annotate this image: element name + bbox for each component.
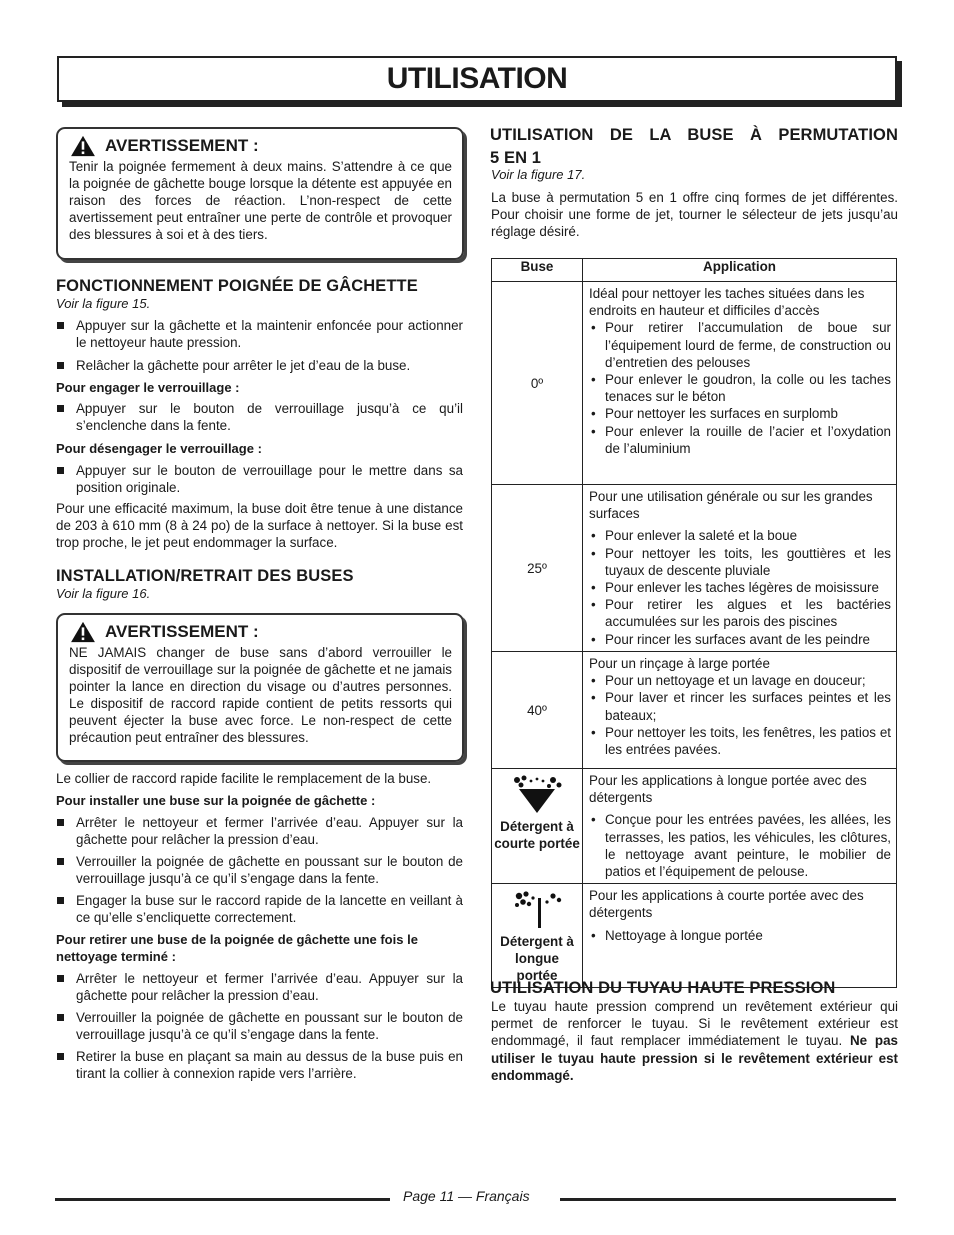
cell-intro: Idéal pour nettoyer les taches situées dans les endroits en hauteur et difficiles d’accès [589, 286, 865, 319]
warning-triangle-icon [69, 135, 97, 157]
list-item: Verrouiller la poignée de gâchette en poussant sur le bouton de verrouillage jusqu’à ce qu’il s’engage dans la fente. [56, 853, 463, 887]
table-row [492, 485, 897, 652]
warning-label: AVERTISSEMENT : [105, 136, 259, 155]
list-item: Appuyer sur la gâchette et la maintenir enfoncée pour actionner le nettoyeur haute pression. [56, 317, 463, 351]
list-item: • Conçue pour les entrées pavées, les allées, les terrasses, les patios, les véhicules, les clôtures, le nettoyage avant peinture, le mobilier de patios et l’équipement de pelouse. [589, 811, 891, 880]
table-cell-buse: 25º [492, 485, 583, 652]
list-item: • Pour nettoyer les toits, les gouttières et les tuyaux de descente pluviale [589, 545, 891, 579]
heading-line: UTILISATION DE LA BUSE À PERMUTATION [490, 126, 898, 144]
page-title: UTILISATION [386, 62, 568, 95]
paragraph: Le collier de raccord rapide facilite le remplacement de la buse. [56, 771, 432, 786]
list-item: • Pour laver et rincer les surfaces peintes et les bateaux; [589, 689, 891, 723]
paragraph: Pour une efficacité maximum, la buse doit être tenue à une distance de 203 à 610 mm (8 à 24 po) de la surface à nettoyer. Si la buse est trop proche, le jet peut endommager la surface. [56, 501, 463, 551]
table-row [492, 884, 897, 988]
list-item: • Pour enlever le goudron, la colle ou les taches tenaces sur le béton [589, 371, 891, 405]
table-row [492, 652, 897, 769]
table-cell-application [583, 282, 897, 485]
footer-rule-right [560, 1198, 896, 1201]
table-header: Buse [492, 259, 583, 282]
list-item: Arrêter le nettoyeur et fermer l’arrivée d’eau. Appuyer sur la gâchette pour relâcher la pression d’eau. [56, 970, 463, 1004]
subheading: Pour installer une buse sur la poignée de gâchette : [56, 793, 376, 808]
list-item: • Pour rincer les surfaces avant de les peindre [589, 631, 891, 648]
warning-box-nozzle [56, 613, 464, 762]
table-cell-application [583, 652, 897, 769]
cell-intro: Pour une utilisation générale ou sur les grandes surfaces [589, 489, 873, 522]
table-cell-buse [492, 884, 583, 988]
paragraph: La buse à permutation 5 en 1 offre cinq formes de jet différentes. Pour choisir une forme de jet, tourner le sélecteur de jets jusqu’au réglage désiré. [491, 190, 898, 240]
heading-5in1-nozzle [490, 124, 898, 170]
heading-high-pressure-hose: UTILISATION DU TUYAU HAUTE PRESSION [490, 979, 836, 997]
list-item: Retirer la buse en plaçant sa main au dessus de la buse puis en tirant la collier à connexion rapide vers l’arrière. [56, 1048, 463, 1082]
cell-intro: Pour les applications à courte portée avec des détergents [589, 888, 864, 921]
heading-nozzle-install: INSTALLATION/RETRAIT DES BUSES [56, 567, 354, 585]
list-item: Appuyer sur le bouton de verrouillage pour le mettre dans sa position originale. [56, 462, 463, 496]
subheading: Pour retirer une buse de la poignée de gâchette une fois le nettoyage terminé : [56, 932, 418, 965]
warning-box-grip [56, 127, 464, 260]
nozzle-label: Détergent à courte portée [494, 819, 580, 851]
subheading: Pour engager le verrouillage : [56, 380, 240, 395]
list-item: • Pour retirer les algues et les bactéries accumulées sur les parois des piscines [589, 596, 891, 630]
heading-line: 5 EN 1 [490, 149, 542, 167]
table-cell-buse: 0º [492, 282, 583, 485]
table-header: Application [583, 259, 897, 282]
footer-rule-left [55, 1198, 390, 1201]
list-item: • Pour nettoyer les toits, les fenêtres, les patios et les entrées pavées. [589, 724, 891, 758]
warning-label: AVERTISSEMENT : [105, 622, 259, 641]
list-item: • Pour retirer l’accumulation de boue sur l’équipement lourd de ferme, de construction ou d’entretien des pelouses [589, 319, 891, 371]
detergent-short-range-icon [511, 775, 563, 815]
page-number: Page 11 — Français [403, 1188, 530, 1204]
page-title-box [57, 56, 897, 102]
figure-ref: Voir la figure 16. [56, 586, 151, 601]
list-item: • Pour un nettoyage et un lavage en douceur; [589, 672, 891, 689]
warning-text: NE JAMAIS changer de buse sans d’abord verrouiller le dispositif de verrouillage sur la poignée de gâchette et ne jamais pointer la lance en direction du visage ou d’autres personnes. Le dispositif de raccord rapide contient de petits ressorts qui peuvent éjecter la buse avec force. Le non-respect de cette précaution peut entraîner des blessures. [69, 645, 452, 745]
list-item: • Pour enlever les taches légères de moisissure [589, 579, 891, 596]
detergent-long-range-icon [511, 890, 563, 930]
table-header-row [492, 259, 897, 282]
figure-ref: Voir la figure 17. [491, 167, 586, 182]
warning-text: Tenir la poignée fermement à deux mains. S’attendre à ce que la poignée de gâchette bouge lorsque la détente est appuyée en raison des forces de réaction. L’non-respect de cette avertissement peut entraîner une perte de contrôle et provoquer des blessures à soi et à des tiers. [69, 159, 452, 242]
figure-ref: Voir la figure 15. [56, 296, 151, 311]
table-row [492, 282, 897, 485]
list-item: • Pour nettoyer les surfaces en surplomb [589, 405, 891, 422]
list-item: • Pour enlever la saleté et la boue [589, 527, 891, 544]
list-item: • Pour enlever la rouille de l’acier et l’oxydation de l’aluminium [589, 423, 891, 457]
table-cell-application [583, 884, 897, 988]
list-item: Arrêter le nettoyeur et fermer l’arrivée d’eau. Appuyer sur la gâchette pour relâcher la pression d’eau. [56, 814, 463, 848]
subheading: Pour désengager le verrouillage : [56, 441, 262, 456]
list-item: Relâcher la gâchette pour arrêter le jet d’eau de la buse. [56, 357, 463, 374]
table-cell-application [583, 769, 897, 884]
paragraph [491, 998, 898, 1084]
table-cell-buse [492, 769, 583, 884]
table-cell-buse: 40º [492, 652, 583, 769]
table-cell-application [583, 485, 897, 652]
warning-triangle-icon [69, 621, 97, 643]
list-item: Appuyer sur le bouton de verrouillage jusqu’à ce qu’il s’enclenche dans la fente. [56, 400, 463, 434]
table-row [492, 769, 897, 884]
list-item: • Nettoyage à longue portée [589, 927, 891, 944]
cell-intro: Pour les applications à longue portée avec des détergents [589, 773, 867, 806]
list-item: Engager la buse sur le raccord rapide de la lancette en veillant à ce qu’elle s’encliquette correctement. [56, 892, 463, 926]
hose-warning-text: Ne pas utiliser le tuyau haute pression si le revêtement extérieur est endommagé. [491, 1033, 898, 1083]
hose-text: Le tuyau haute pression comprend un revêtement extérieur qui permet de renforcer le tuyau. Si le revêtement extérieur est endommagé, il faut remplacer immédiatement le tuyau. [491, 999, 898, 1049]
list-item: Verrouiller la poignée de gâchette en poussant sur le bouton de verrouillage jusqu’à ce qu’il s’engage dans la fente. [56, 1009, 463, 1043]
cell-intro: Pour un rinçage à large portée [589, 656, 770, 671]
nozzle-table [491, 258, 897, 988]
nozzle-label: Détergent à longue portée [500, 934, 574, 984]
heading-trigger-operation: FONCTIONNEMENT POIGNÉE DE GÂCHETTE [56, 277, 418, 295]
